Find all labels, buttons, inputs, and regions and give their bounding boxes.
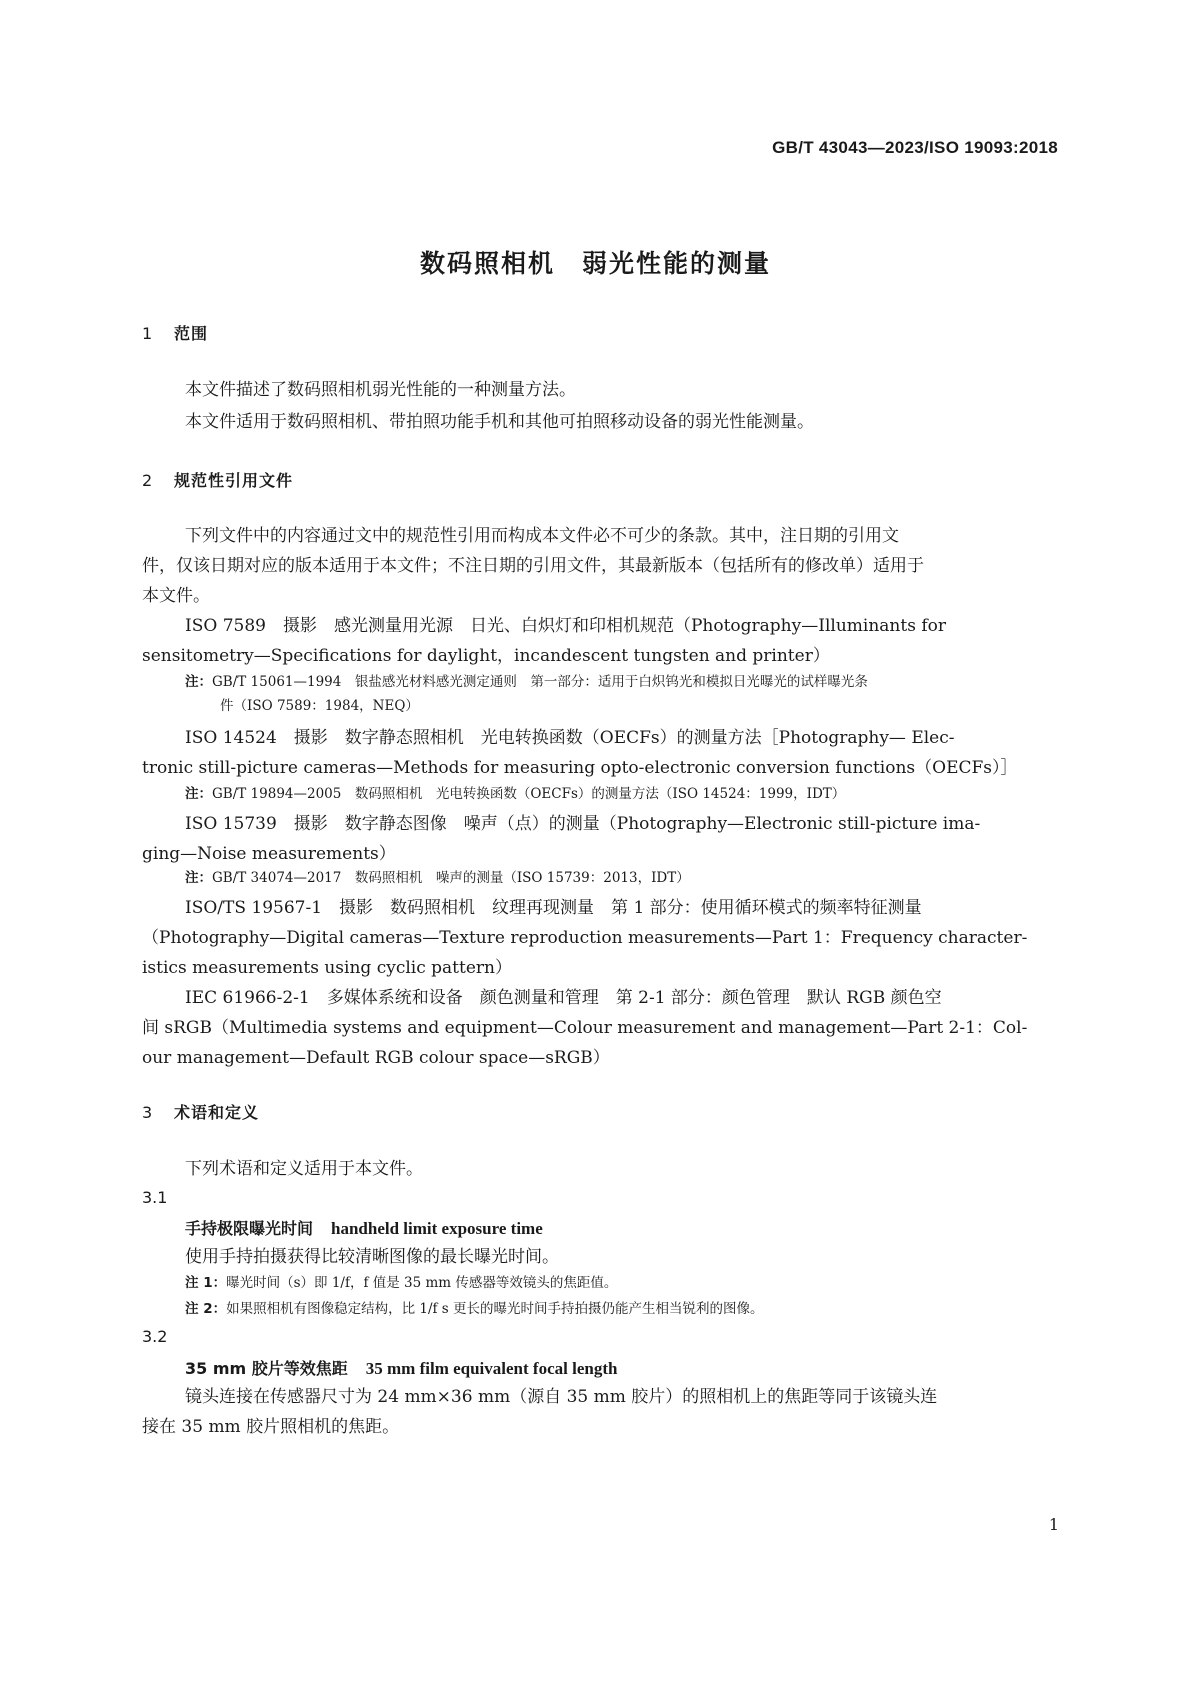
- section-number: 1: [142, 324, 154, 343]
- note-text: GB/T 19894—2005 数码照相机 光电转换函数（OECFs）的测量方法（ISO 14524：1999，IDT）: [212, 786, 846, 802]
- section-number: 2: [142, 471, 154, 490]
- note-1-cont: 件（ISO 7589：1984，NEQ）: [220, 698, 419, 714]
- reference-iso-15739-cont: ging—Noise measurements）: [142, 844, 396, 864]
- note-text: GB/T 34074—2017 数码照相机 噪声的测量（ISO 15739：2013，IDT）: [212, 870, 690, 886]
- term-3-2: [185, 1356, 617, 1379]
- clause-3-1-number: 3.1: [142, 1188, 168, 1207]
- reference-iso-7589: ISO 7589 摄影 感光测量用光源 日光、白炽灯和印相机规范（Photography—Illuminants for: [185, 616, 946, 636]
- note-3-1-1: [185, 1271, 617, 1295]
- section-1-heading: [142, 321, 208, 344]
- term-3-1: [185, 1216, 543, 1239]
- scope-paragraph-2: 本文件适用于数码照相机、带拍照功能手机和其他可拍照移动设备的弱光性能测量。: [185, 412, 814, 432]
- reference-iso-ts-19567-1-cont: （Photography—Digital cameras—Texture reproduction measurements—Part 1：Frequency character-: [142, 928, 1028, 948]
- reference-iso-14524-cont: tronic still-picture cameras—Methods for measuring opto-electronic conversion functions（OECFs）］: [142, 758, 1018, 778]
- reference-iec-61966-2-1: IEC 61966-2-1 多媒体系统和设备 颜色测量和管理 第 2-1 部分：颜色管理 默认 RGB 颜色空: [185, 988, 942, 1008]
- note-1: [185, 670, 868, 694]
- note-label: 注 2：: [185, 1301, 227, 1317]
- document-title: 数码照相机 弱光性能的测量: [419, 249, 771, 278]
- page-number: 1: [1048, 1515, 1059, 1534]
- reference-iso-14524: ISO 14524 摄影 数字静态照相机 光电转换函数（OECFs）的测量方法［Photography— Elec-: [185, 728, 955, 748]
- term-english: handheld limit exposure time: [331, 1219, 543, 1238]
- note-label: 注 1：: [185, 1275, 227, 1291]
- section-title: 规范性引用文件: [174, 471, 294, 490]
- note-3: [185, 866, 690, 890]
- note-text: GB/T 15061—1994 银盐感光材料感光测定通则 第一部分：适用于白炽钨光和模拟日光曝光的试样曝光条: [212, 674, 868, 690]
- note-label: 注：: [185, 674, 212, 690]
- note-text: 曝光时间（s）即 1/f，f 值是 35 mm 传感器等效镜头的焦距值。: [226, 1275, 618, 1291]
- term-chinese: 35 mm 胶片等效焦距: [185, 1359, 348, 1378]
- section-3-heading: [142, 1100, 259, 1123]
- note-text: 如果照相机有图像稳定结构，比 1/f s 更长的曝光时间手持拍摄仍能产生相当锐利的图像。: [226, 1301, 764, 1317]
- term-english: 35 mm film equivalent focal length: [365, 1359, 618, 1378]
- refs-intro-line: 下列文件中的内容通过文中的规范性引用而构成本文件必不可少的条款。其中，注日期的引用文: [185, 526, 899, 546]
- note-2: [185, 782, 845, 806]
- note-3-1-2: [185, 1297, 764, 1321]
- definition-3-1: 使用手持拍摄获得比较清晰图像的最长曝光时间。: [185, 1247, 559, 1267]
- term-chinese: 手持极限曝光时间: [185, 1219, 314, 1238]
- reference-iso-ts-19567-1-cont: istics measurements using cyclic pattern）: [142, 958, 512, 978]
- section-number: 3: [142, 1103, 154, 1122]
- terms-intro: 下列术语和定义适用于本文件。: [185, 1159, 423, 1179]
- scope-paragraph-1: 本文件描述了数码照相机弱光性能的一种测量方法。: [185, 380, 576, 400]
- section-title: 术语和定义: [174, 1103, 260, 1122]
- refs-intro-line: 本文件。: [142, 586, 210, 606]
- reference-iec-61966-2-1-cont: 间 sRGB（Multimedia systems and equipment—Colour measurement and management—Part 2-1：Col-: [142, 1018, 1028, 1038]
- section-title: 范围: [174, 324, 209, 343]
- section-2-heading: [142, 468, 293, 491]
- note-label: 注：: [185, 786, 212, 802]
- reference-iso-ts-19567-1: ISO/TS 19567-1 摄影 数码照相机 纹理再现测量 第 1 部分：使用循环模式的频率特征测量: [185, 898, 922, 918]
- refs-intro-line: 件，仅该日期对应的版本适用于本文件；不注日期的引用文件，其最新版本（包括所有的修改单）适用于: [142, 556, 924, 576]
- definition-3-2: 镜头连接在传感器尺寸为 24 mm×36 mm（源自 35 mm 胶片）的照相机上的焦距等同于该镜头连: [185, 1387, 938, 1407]
- reference-iec-61966-2-1-cont: our management—Default RGB colour space—sRGB）: [142, 1048, 610, 1068]
- clause-3-2-number: 3.2: [142, 1327, 168, 1346]
- reference-iso-15739: ISO 15739 摄影 数字静态图像 噪声（点）的测量（Photography—Electronic still-picture ima-: [185, 814, 981, 834]
- definition-3-2-cont: 接在 35 mm 胶片照相机的焦距。: [142, 1417, 400, 1437]
- note-label: 注：: [185, 870, 212, 886]
- document-code: GB/T 43043—2023/ISO 19093:2018: [772, 138, 1058, 157]
- reference-iso-7589-cont: sensitometry—Specifications for daylight，incandescent tungsten and printer）: [142, 646, 830, 666]
